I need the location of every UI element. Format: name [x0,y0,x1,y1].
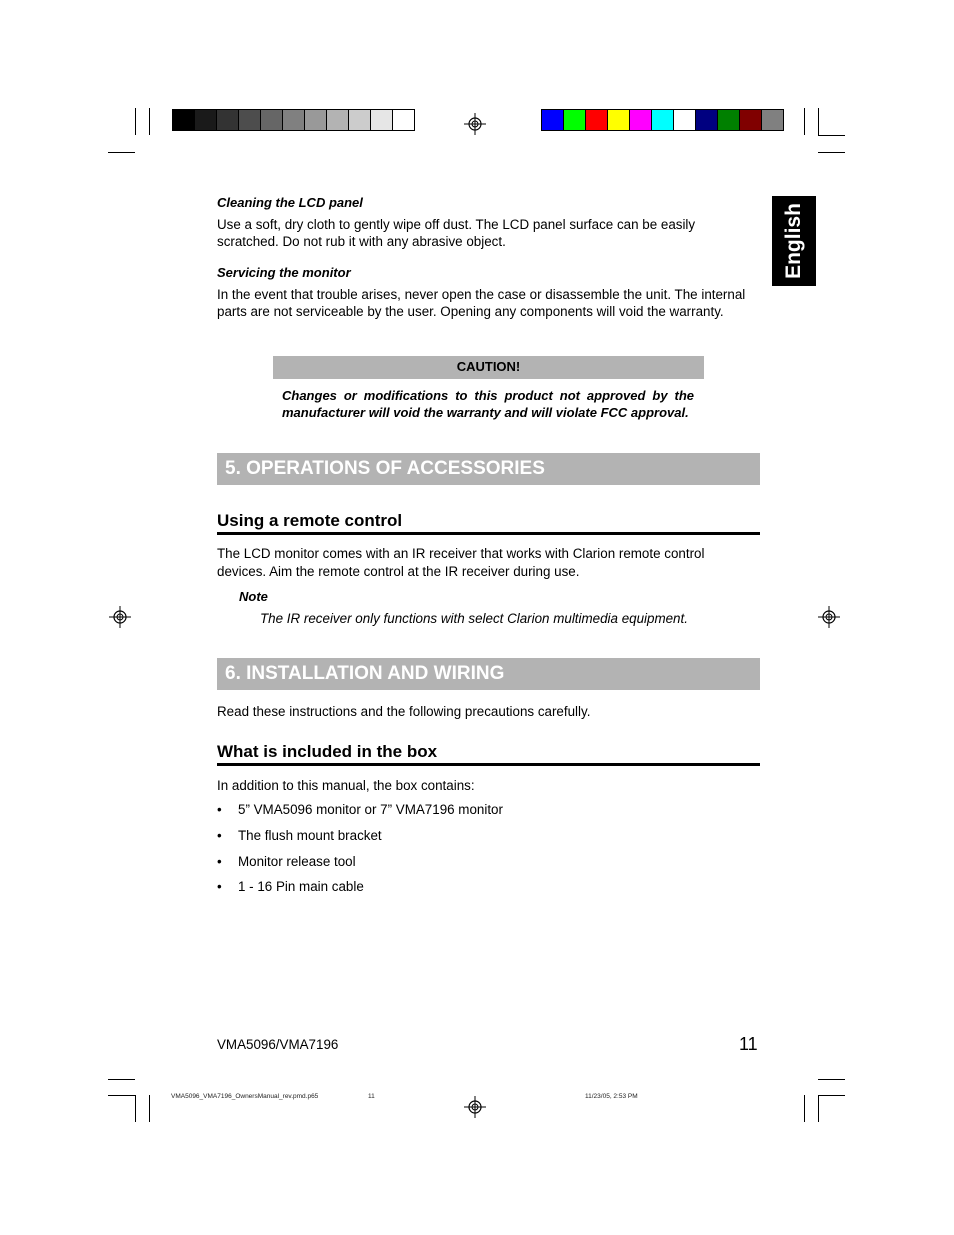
crop-mark [149,1095,150,1122]
color-swatch [348,109,371,131]
crop-mark [135,1095,136,1122]
list-item-text: 5” VMA5096 monitor or 7” VMA7196 monitor [238,802,503,817]
color-swatch [304,109,327,131]
color-swatch [260,109,283,131]
bullet-icon: • [217,879,222,894]
box-contents-heading: What is included in the box [217,742,760,766]
crop-mark [135,108,136,135]
bullet-icon: • [217,802,222,817]
color-swatch [392,109,415,131]
crop-mark [108,152,135,153]
slug-file-page: 11 [368,1093,375,1100]
color-swatch [194,109,217,131]
crop-mark [818,1095,845,1096]
section-6-title: 6. INSTALLATION AND WIRING [225,663,505,684]
color-swatch [370,109,393,131]
crop-mark [818,135,845,136]
color-swatch [717,109,740,131]
remote-control-text: The LCD monitor comes with an IR receiver that works with Clarion remote control devices. Aim the remote control at the IR receiver during use. [217,546,705,579]
language-tab-label: English [782,203,805,279]
language-tab [772,196,816,286]
color-swatch [761,109,784,131]
cleaning-text: Use a soft, dry cloth to gently wipe off dust. The LCD panel surface can be easily scratched. Do not rub it with any abrasive object. [217,217,696,249]
list-item-text: 1 - 16 Pin main cable [238,879,364,894]
crop-mark [804,108,805,135]
caution-title: CAUTION! [456,359,521,374]
color-swatch [563,109,586,131]
crop-mark [804,1095,805,1122]
crop-mark [108,1079,135,1080]
registration-mark-icon [109,606,131,628]
color-swatch [326,109,349,131]
color-swatch [172,109,195,131]
servicing-text: In the event that trouble arises, never open the case or disassemble the unit. The internal parts are not serviceable by the user. Opening any components will void the warranty. [217,287,746,319]
footer-model: VMA5096/VMA7196 [217,1037,339,1052]
installation-intro: Read these instructions and the following precautions carefully. [217,704,591,719]
color-swatch [739,109,762,131]
remote-control-heading: Using a remote control [217,511,760,535]
box-contents-intro: In addition to this manual, the box contains: [217,778,475,793]
crop-mark [818,152,845,153]
slug-file-name: VMA5096_VMA7196_OwnersManual_rev.pmd.p65 [171,1093,319,1100]
caution-bar [273,356,704,379]
color-swatch [282,109,305,131]
note-label: Note [239,589,268,604]
crop-mark [108,1095,135,1096]
registration-mark-icon [818,606,840,628]
color-swatch [695,109,718,131]
crop-mark [818,108,819,135]
list-item-text: The flush mount bracket [238,828,382,843]
page-number: 11 [739,1034,758,1054]
note-text: The IR receiver only functions with select Clarion multimedia equipment. [260,611,688,626]
section-5-bar [217,453,760,485]
section-6-bar [217,658,760,690]
slug-timestamp: 11/23/05, 2:53 PM [585,1093,638,1100]
servicing-heading: Servicing the monitor [217,265,351,280]
registration-mark-icon [464,1096,486,1118]
cleaning-heading: Cleaning the LCD panel [217,195,363,210]
registration-mark-icon [464,113,486,135]
crop-mark [818,1079,845,1080]
color-swatch [673,109,696,131]
section-5-title: 5. OPERATIONS OF ACCESSORIES [225,458,545,479]
caution-text: Changes or modifications to this product not approved by the manufacturer will void the warranty and will violate FCC approval. [282,388,694,420]
crop-mark [149,108,150,135]
color-swatch [629,109,652,131]
color-swatch [216,109,239,131]
bullet-icon: • [217,828,222,843]
list-item-text: Monitor release tool [238,854,356,869]
color-swatch [541,109,564,131]
color-swatch [238,109,261,131]
color-swatch [651,109,674,131]
color-swatch [607,109,630,131]
crop-mark [818,1095,819,1122]
bullet-icon: • [217,854,222,869]
color-swatch [585,109,608,131]
